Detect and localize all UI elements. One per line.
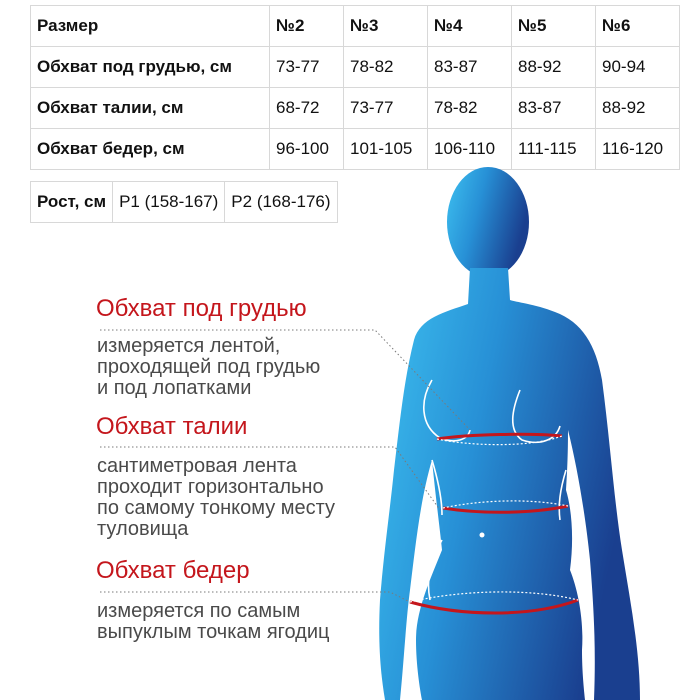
table-cell: 88-92: [512, 47, 596, 88]
row-label-waist: Обхват талии, см: [31, 88, 270, 129]
table-cell: 73-77: [270, 47, 344, 88]
table-cell: 101-105: [344, 129, 428, 170]
description-line: измеряется лентой,: [97, 335, 281, 357]
table-cell: Р1 (158-167): [113, 182, 225, 223]
table-cell: 111-115: [512, 129, 596, 170]
description-line: проходящей под грудью: [97, 356, 321, 378]
row-label-underbust: Обхват под грудью, см: [31, 47, 270, 88]
height-label: Рост, см: [31, 182, 113, 223]
description-line: выпуклым точкам ягодиц: [97, 621, 330, 643]
table-cell: 83-87: [512, 88, 596, 129]
description-line: проходит горизонтально: [97, 476, 324, 498]
description-line: измеряется по самым: [97, 600, 301, 622]
row-label-hips: Обхват бедер, см: [31, 129, 270, 170]
size-header-label: Размер: [31, 6, 270, 47]
description-line: сантиметровая лента: [97, 455, 297, 477]
table-cell: 88-92: [596, 88, 680, 129]
table-cell: 78-82: [344, 47, 428, 88]
size-header-4: №4: [428, 6, 512, 47]
size-header-6: №6: [596, 6, 680, 47]
table-cell: 106-110: [428, 129, 512, 170]
waist-description: [97, 456, 335, 540]
hips-description: [97, 601, 329, 643]
size-header-5: №5: [512, 6, 596, 47]
table-cell: Р2 (168-176): [225, 182, 337, 223]
table-cell: 83-87: [428, 47, 512, 88]
description-line: и под лопатками: [97, 377, 252, 399]
underbust-description: [97, 336, 320, 399]
size-header-3: №3: [344, 6, 428, 47]
description-line: по самому тонкому месту: [97, 497, 336, 519]
waist-title: Обхват талии: [96, 413, 248, 440]
description-line: туловища: [97, 518, 189, 540]
hips-title: Обхват бедер: [96, 557, 250, 584]
size-header-2: №2: [270, 6, 344, 47]
table-cell: 96-100: [270, 129, 344, 170]
table-cell: 68-72: [270, 88, 344, 129]
table-cell: 78-82: [428, 88, 512, 129]
underbust-title: Обхват под грудью: [96, 295, 307, 322]
table-cell: 73-77: [344, 88, 428, 129]
table-cell: 90-94: [596, 47, 680, 88]
table-cell: 116-120: [596, 129, 680, 170]
